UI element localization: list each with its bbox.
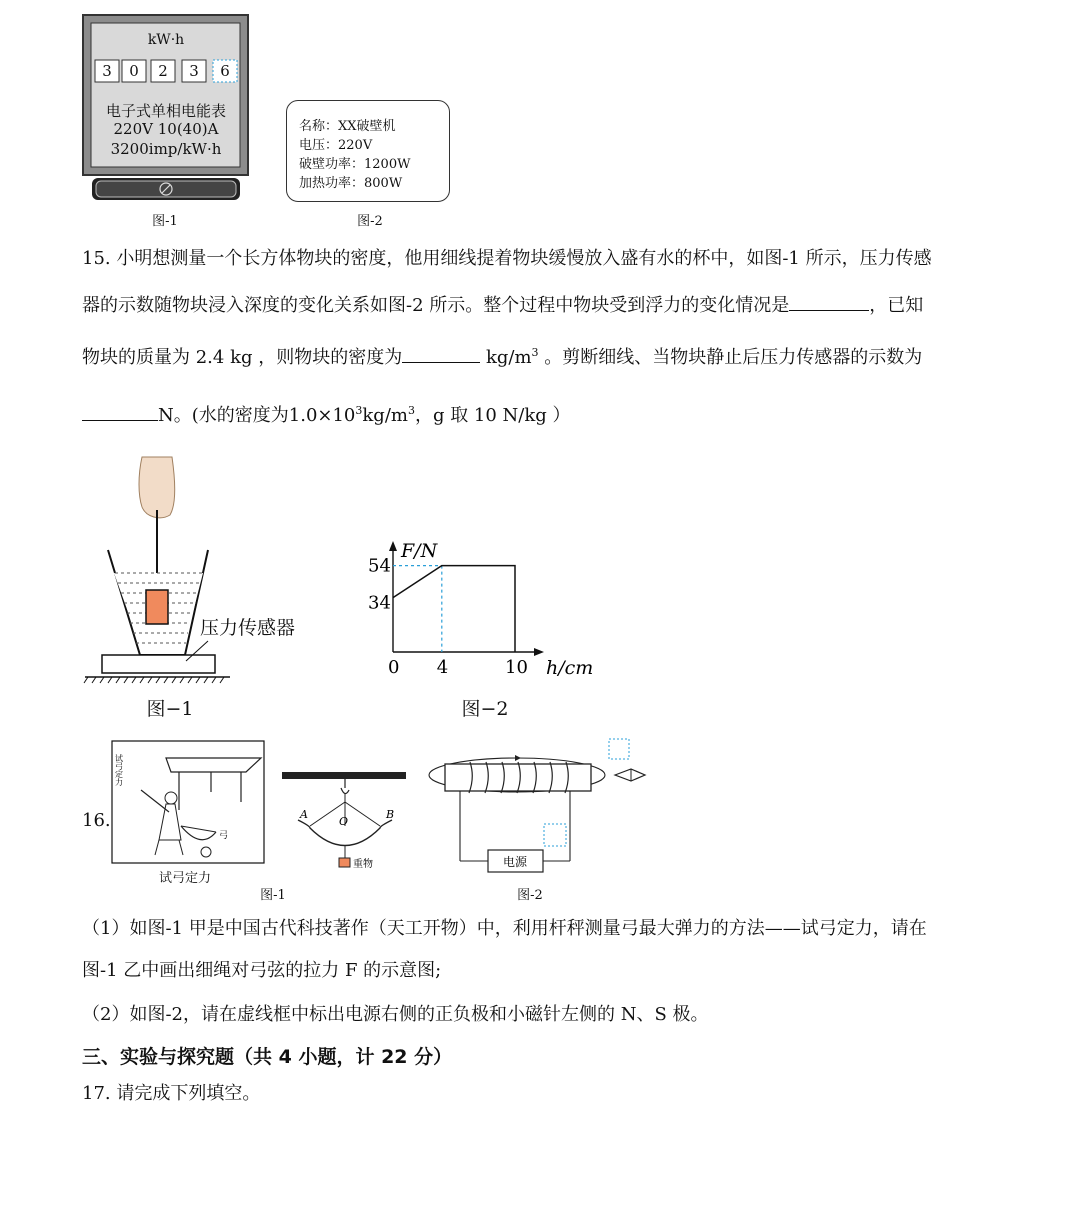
q15-line-4-a: N。(水的密度为1.0×10 <box>158 405 356 426</box>
q15-sup-2: 3 <box>407 404 415 417</box>
trial-bow-illustration <box>111 740 266 865</box>
q15-line-2-tail: ，已知 <box>869 295 924 316</box>
q15-line-3-tail: 。剪断细线、当物块静止后压力传感器的示数为 <box>538 347 923 368</box>
force-depth-chart <box>360 535 600 685</box>
q15-unit: kg/m <box>480 347 532 368</box>
point-a-label: A <box>300 808 308 821</box>
trial-bow-side-text: 试弓定力 <box>114 754 124 786</box>
meter-digit: 0 <box>129 62 139 80</box>
meter-digit: 3 <box>189 62 199 80</box>
q15-unit-sup: 3 <box>531 346 539 359</box>
point-b-label: B <box>386 808 395 821</box>
answer-blank-sensor-reading[interactable] <box>82 402 158 421</box>
q17-text: 17. 请完成下列填空。 <box>82 1083 261 1104</box>
series-line <box>393 566 515 652</box>
q15-line-4-b: kg/m <box>362 405 408 426</box>
nameplate-box <box>286 100 450 202</box>
fig16-2-caption: 图-2 <box>517 888 543 903</box>
bow-label: 弓 <box>219 831 229 841</box>
nameplate-caption: 图-2 <box>357 214 383 229</box>
section-3-heading: 三、实验与探究题（共 4 小题，计 22 分） <box>82 1046 453 1068</box>
q16-part-2: （2）如图-2，请在虚线框中标出电源右侧的正负极和小磁针左侧的 N、S 极。 <box>82 1004 709 1025</box>
fig16-1-left-caption: 试弓定力 <box>158 871 211 886</box>
q15-line-3 <box>82 342 922 369</box>
answer-blank-buoyancy[interactable] <box>789 292 869 311</box>
nameplate-line-1: 名称：XX破壁机 <box>299 119 396 134</box>
solenoid-circuit-diagram <box>415 735 655 885</box>
q15-line-4-c: ，g 取 10 N/kg ） <box>414 405 571 426</box>
nameplate-line-2: 电压：220V <box>299 138 373 153</box>
q15-line-4 <box>82 400 571 427</box>
y-axis-label: F/N <box>401 540 438 562</box>
q16-part-1b: 图-1 乙中画出细绳对弓弦的拉力 F 的示意图; <box>82 960 442 981</box>
fig16-1-caption: 图-1 <box>260 888 286 903</box>
meter-line-3: 3200imp/kW·h <box>110 140 222 158</box>
weight-label: 重物 <box>353 859 373 870</box>
electric-meter-figure <box>82 14 250 204</box>
q15-line-3-text: 物块的质量为 2.4 kg ，则物块的密度为 <box>82 347 403 368</box>
cup-block-figure <box>80 455 330 685</box>
y-tick-label: 34 <box>368 592 391 614</box>
pressure-sensor-label: 压力传感器 <box>200 617 296 639</box>
q15-line-2 <box>82 292 923 317</box>
x-tick-label: 4 <box>436 657 449 678</box>
y-axis-arrow <box>389 541 397 551</box>
x-axis-label: h/cm <box>546 657 594 679</box>
q15-line-1: 15. 小明想测量一个长方体物块的密度，他用细线提着物块缓慢放入盛有水的杯中，如图-1 所示，压力传感 <box>82 248 932 269</box>
x-tick-label: 0 <box>388 657 400 678</box>
x-axis-arrow <box>534 648 544 656</box>
fig15-1-caption: 图−1 <box>146 698 194 720</box>
meter-digit: 2 <box>158 62 168 80</box>
q16-part-1: （1）如图-1 甲是中国古代科技著作（天工开物）中，利用杆秤测量弓最大弹力的方法——试弓定力，请在 <box>82 918 927 939</box>
meter-digit: 3 <box>102 62 112 80</box>
answer-blank-density[interactable] <box>402 344 480 363</box>
meter-line-1: 电子式单相电能表 <box>105 102 226 120</box>
power-supply-label: 电源 <box>503 855 528 869</box>
meter-line-2: 220V 10(40)A <box>113 120 219 138</box>
fig15-2-caption: 图−2 <box>461 698 509 720</box>
meter-digit-highlight: 6 <box>220 62 230 80</box>
meter-caption: 图-1 <box>152 214 178 229</box>
meter-unit: kW·h <box>147 32 185 48</box>
nameplate-line-4: 加热功率：800W <box>299 176 403 191</box>
nameplate-line-3: 破壁功率：1200W <box>299 157 411 172</box>
x-tick-label: 10 <box>505 657 528 678</box>
steelyard-bow-diagram <box>280 768 410 878</box>
y-tick-label: 54 <box>368 555 391 577</box>
q16-number: 16. <box>82 810 111 831</box>
q15-sup-1: 3 <box>355 404 363 417</box>
point-o-label: O <box>339 815 349 828</box>
q15-line-2-text: 器的示数随物块浸入深度的变化关系如图-2 所示。整个过程中物块受到浮力的变化情况是 <box>82 295 790 316</box>
